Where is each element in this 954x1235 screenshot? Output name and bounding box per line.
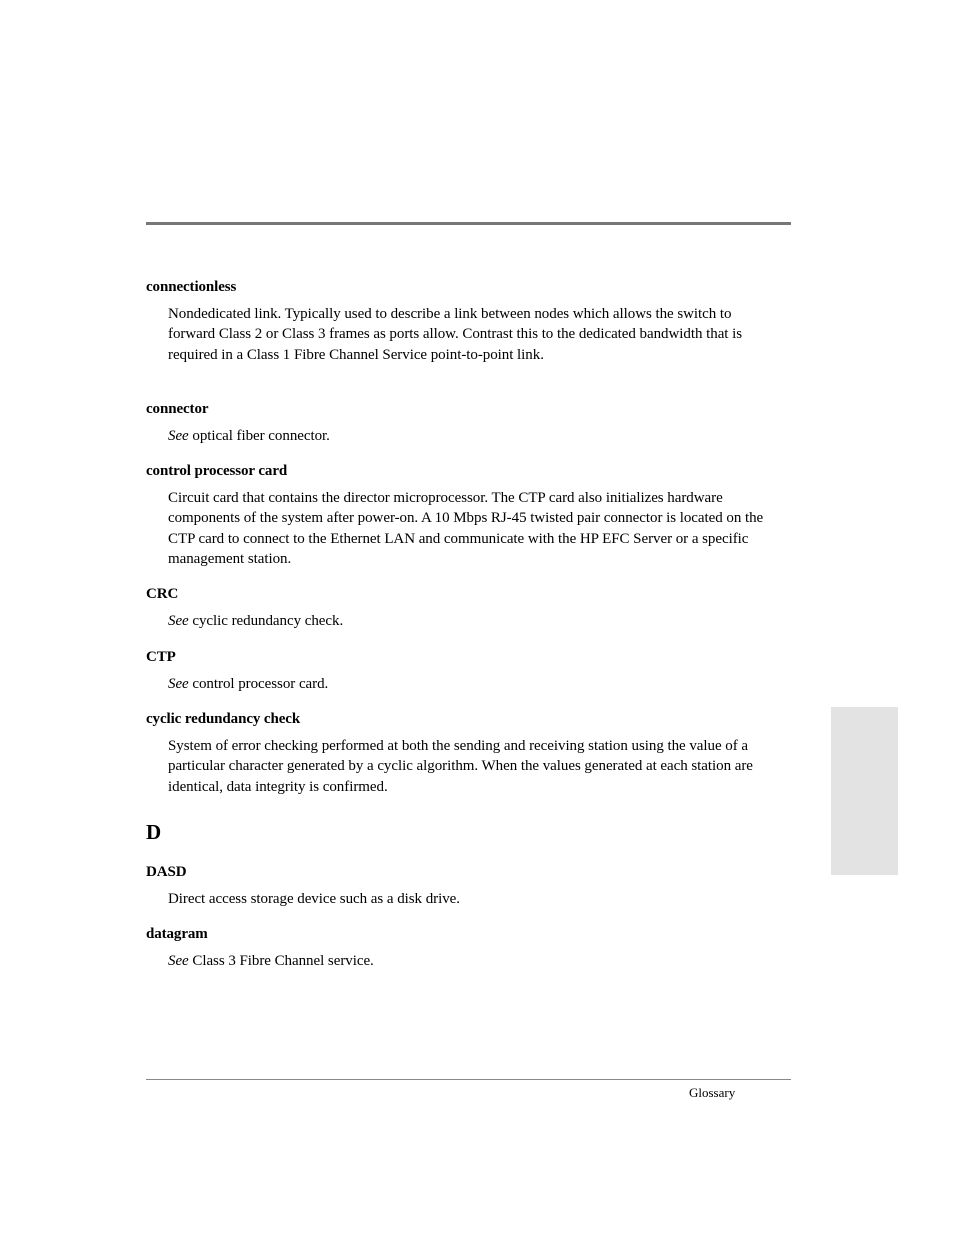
footer-rule [146,1079,791,1080]
glossary-entry-datagram [146,925,766,971]
glossary-entry-control-processor-card [146,462,766,569]
glossary-term: cyclic redundancy check [146,711,301,727]
glossary-definition: See cyclic redundancy check. [168,613,344,629]
glossary-definition: Direct access storage device such as a disk drive. [168,891,460,907]
glossary-term: control processor card [146,463,288,479]
glossary-definition: Nondedicated link. Typically used to describe a link between nodes which allows the switch to forward Class 2 or Class 3 frames as ports allow. Contrast this to the dedicated bandwidth that is required in a Class 1 Fibre Channel Service point-to-point link. [168,306,743,363]
see-reference: See [168,428,189,444]
glossary-term: CTP [146,649,176,665]
chapter-thumb-tab [831,707,898,875]
glossary-entry-crc [146,585,766,631]
footer-section-label: Glossary [689,1085,736,1100]
glossary-definition: See control processor card. [168,676,329,692]
glossary-entry-cyclic-redundancy-check [146,710,766,797]
see-reference: See [168,953,189,969]
glossary-entry-dasd [146,863,766,909]
glossary-definition: See optical fiber connector. [168,428,330,444]
glossary-entry-connectionless [146,278,766,365]
glossary-term: DASD [146,864,187,880]
glossary-entry-connector [146,400,766,446]
glossary-definition: See Class 3 Fibre Channel service. [168,953,374,969]
glossary-term: connector [146,401,209,417]
glossary-term: connectionless [146,279,237,295]
see-reference: See [168,613,189,629]
glossary-term: CRC [146,586,179,602]
glossary-definition: System of error checking performed at both the sending and receiving station using the value of a particular character generated by a cyclic algorithm. When the values generated at each station are identical, data integrity is confirmed. [168,738,753,795]
section-heading-d: D [146,820,162,844]
see-reference: See [168,676,189,692]
header-rule [146,222,791,225]
glossary-entry-ctp [146,648,766,694]
glossary-term: datagram [146,926,208,942]
glossary-definition: Circuit card that contains the director microprocessor. The CTP card also initializes hardware components of the system after power-on. A 10 Mbps RJ-45 twisted pair connector is located on the CTP card to connect to the Ethernet LAN and communicate with the HP EFC Server or a specific management station. [168,490,764,567]
